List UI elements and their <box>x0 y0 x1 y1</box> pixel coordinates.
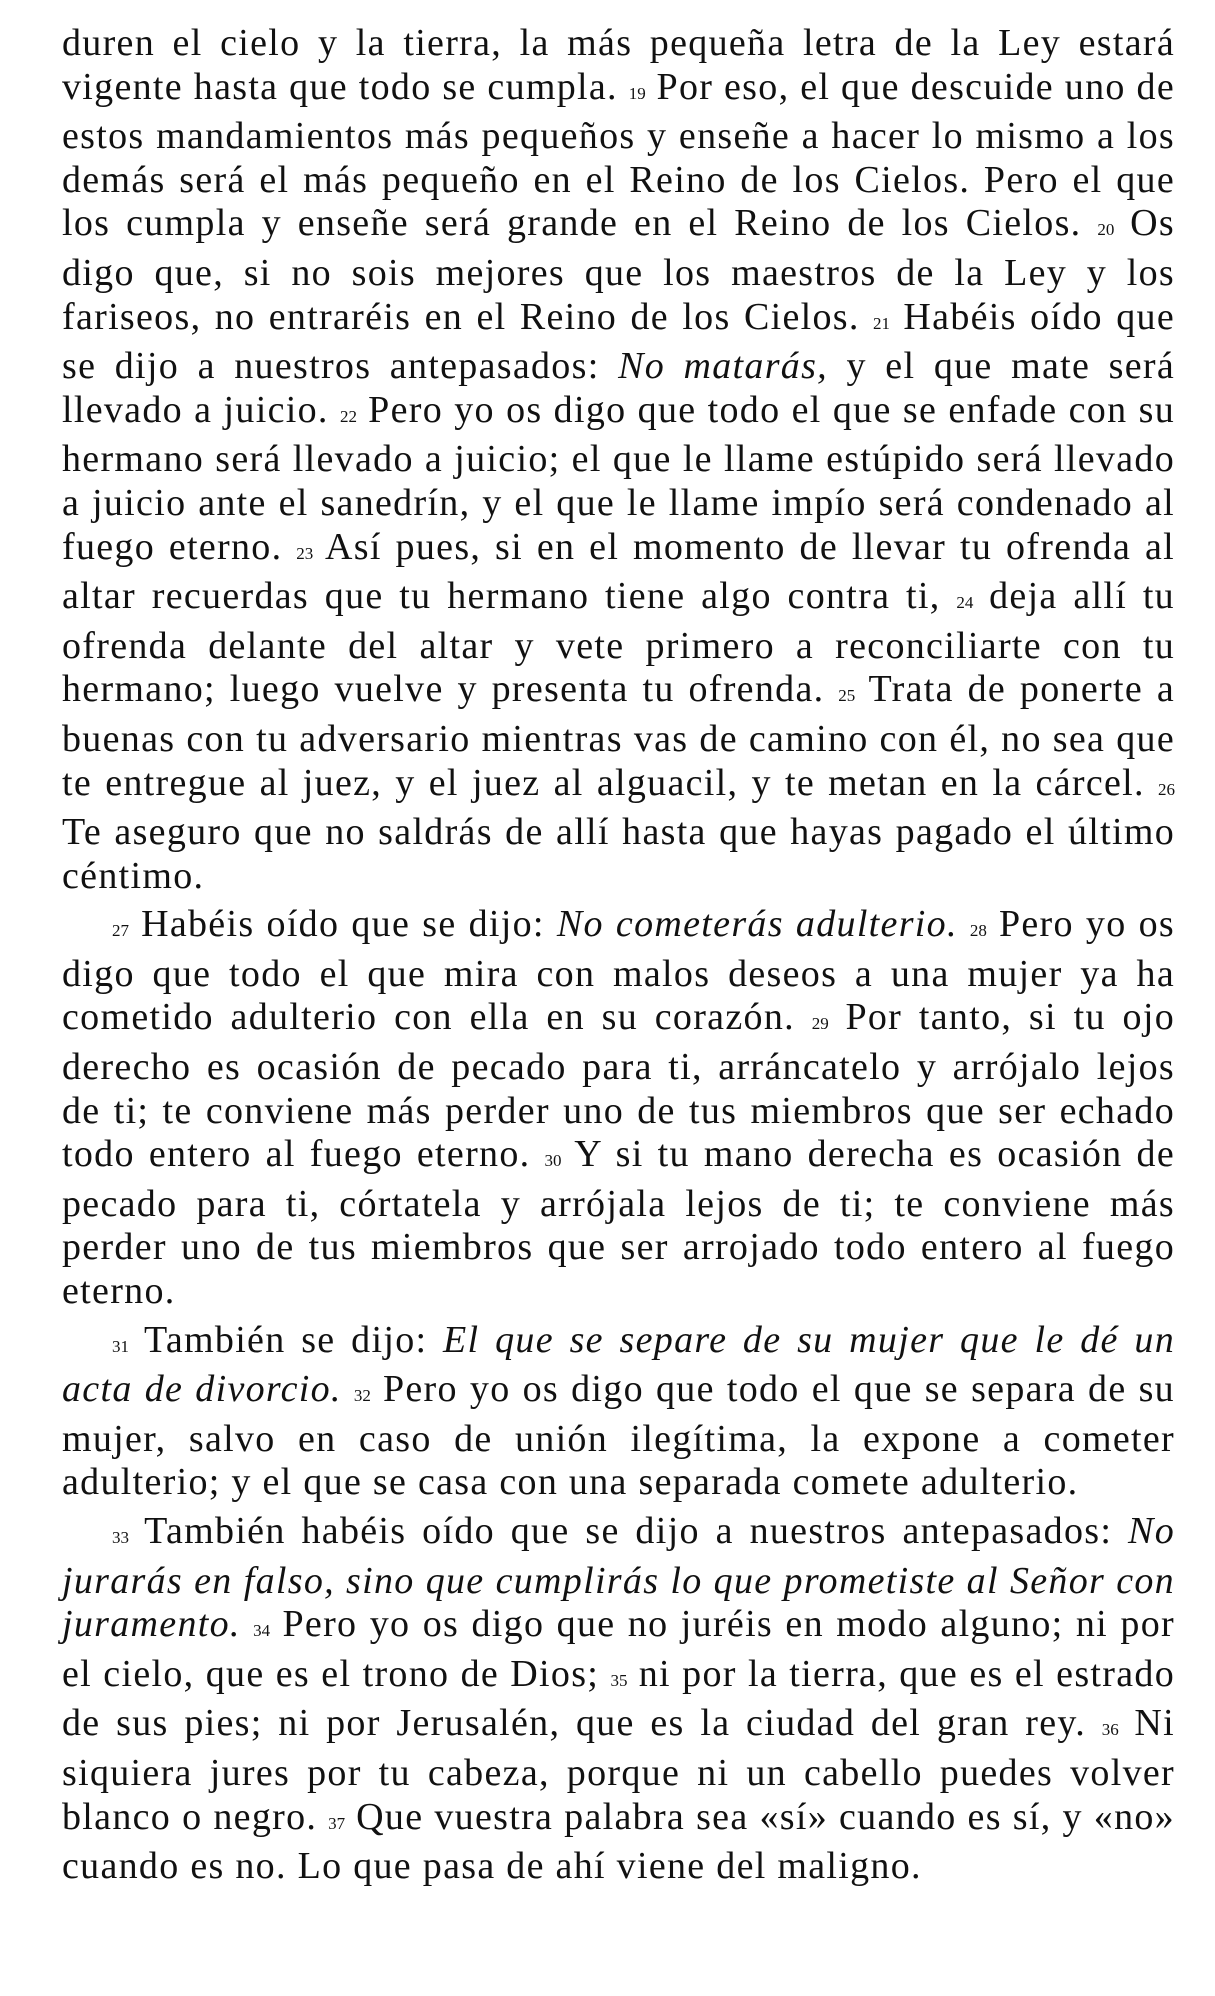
verse-text: Que vuestra palabra sea «sí» cuando es sí, y «no» cuando es no. Lo que pasa de ahí viene del maligno. <box>62 1795 1175 1888</box>
quoted-law: No matarás, <box>618 345 828 388</box>
verse-text: Habéis oído que se dijo a nuestros antepasados: <box>62 295 1175 388</box>
verse-text <box>958 903 970 945</box>
quoted-law: No cometerás adulterio. <box>556 903 958 946</box>
verse-number: 21 <box>873 313 891 333</box>
quoted-law: No jurarás en falso, sino que cumplirás lo que prometiste al Señor con juramento. <box>62 1510 1175 1646</box>
verse-text: Por eso, el que descuide uno de estos mandamientos más pequeños y enseñe a hacer lo mismo a los demás será el más pequeño en el Reino de los Cielos. Pero el que los cumpla y enseñe será grande en el Reino de los Cielos. <box>62 65 1175 245</box>
verse-text: Pero yo os digo que todo el que se separa de su mujer, salvo en caso de unión ilegítima, la expone a cometer adulterio; y el que se casa con una separada comete adulterio. <box>62 1368 1175 1504</box>
quoted-law: El que se separe de su mujer que le dé un acta de divorcio. <box>62 1318 1175 1411</box>
verse-text <box>241 1603 253 1645</box>
verse-text: También se dijo: <box>129 1318 444 1361</box>
verse-number: 22 <box>339 406 357 426</box>
verse-number: 20 <box>1097 220 1115 240</box>
verse-number: 36 <box>1101 1720 1119 1740</box>
verse-number: 23 <box>296 543 314 563</box>
verse-number: 34 <box>253 1621 271 1641</box>
verse-text: Pero yo os digo que todo el que se enfade con su hermano será llevado a juicio; el que le llame estúpido será llevado a juicio ante el sanedrín, y el que le llame impío será condenado al fuego eterno. <box>62 388 1175 568</box>
verse-text: y el que mate será llevado a juicio. <box>62 345 1176 431</box>
verse-text: Pero yo os digo que no juréis en modo alguno; ni por el cielo, que es el trono de Dios; <box>62 1603 1175 1695</box>
paragraph <box>62 903 1175 1313</box>
verse-number: 24 <box>956 593 974 613</box>
verse-text: duren el cielo y la tierra, la más pequeña letra de la Ley estará vigente hasta que todo se cumpla. <box>62 22 1175 108</box>
paragraph <box>62 22 1175 898</box>
paragraph <box>62 1319 1175 1505</box>
paragraph <box>62 1510 1175 1889</box>
verse-number: 37 <box>328 1813 346 1833</box>
verse-number: 35 <box>610 1670 628 1690</box>
verse-number: 25 <box>838 686 856 706</box>
verse-text: Y si tu mano derecha es ocasión de pecado para ti, córtatela y arrójala lejos de ti; te conviene más perder uno de tus miembros que ser arrojado todo entero al fuego eterno. <box>62 1133 1175 1313</box>
verse-text <box>342 1368 354 1410</box>
verse-number: 29 <box>811 1014 829 1034</box>
verse-text: También habéis oído que se dijo a nuestros antepasados: <box>129 1510 1129 1552</box>
verse-number: 32 <box>353 1386 371 1406</box>
verse-text: Trata de ponerte a buenas con tu adversario mientras vas de camino con él, no sea que te entregue al juez, y el juez al alguacil, y te metan en la cárcel. <box>62 668 1175 804</box>
verse-text: Habéis oído que se dijo: <box>129 903 557 946</box>
verse-number: 19 <box>628 83 646 103</box>
verse-text: deja allí tu ofrenda delante del altar y vete primero a reconciliarte con tu hermano; luego vuelve y presenta tu ofrenda. <box>62 575 1175 711</box>
verse-text: Os digo que, si no sois mejores que los maestros de la Ley y los fariseos, no entraréis en el Reino de los Cielos. <box>62 202 1175 338</box>
verse-text: Por tanto, si tu ojo derecho es ocasión de pecado para ti, arráncatelo y arrójalo lejos de ti; te conviene más perder uno de tus miembros que ser echado todo entero al fuego eterno. <box>62 996 1175 1176</box>
verse-number: 28 <box>969 921 987 941</box>
verse-text: Pero yo os digo que todo el que mira con malos deseos a una mujer ya ha cometido adulterio con ella en su corazón. <box>62 903 1176 1039</box>
verse-number: 26 <box>1158 779 1175 799</box>
verse-text: Te aseguro que no saldrás de allí hasta que hayas pagado el último céntimo. <box>62 811 1175 897</box>
verse-text: Así pues, si en el momento de llevar tu ofrenda al altar recuerdas que tu hermano tiene algo contra ti, <box>62 525 1175 618</box>
verse-number: 30 <box>544 1151 562 1171</box>
verse-text: Ni siquiera jures por tu cabeza, porque ni un cabello puedes volver blanco o negro. <box>62 1702 1175 1838</box>
verse-number: 33 <box>112 1528 129 1547</box>
verse-text: ni por la tierra, que es el estrado de sus pies; ni por Jerusalén, que es la ciudad del gran rey. <box>62 1652 1175 1745</box>
verse-number: 27 <box>112 921 129 941</box>
verse-number: 31 <box>112 1336 129 1356</box>
